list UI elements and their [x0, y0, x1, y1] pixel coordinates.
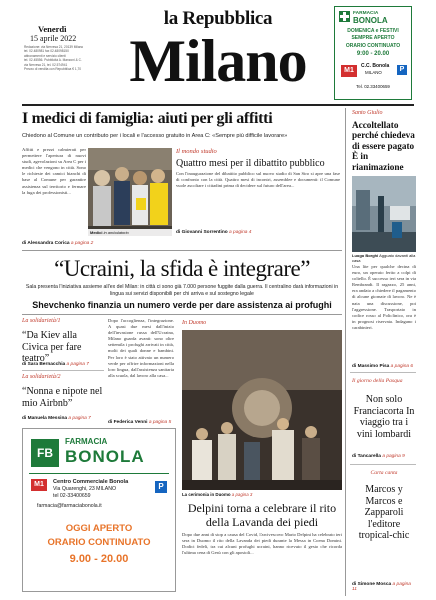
ukraine-second-headline[interactable]: Shevchenko finanzia un numero verde per dare assistenza ai profughi: [32, 300, 332, 310]
ad-hours: 9:00 - 20.00: [356, 51, 390, 57]
pharmacy-cross-icon: [339, 11, 350, 22]
bottom-ad-line-1: OGGI APERTO: [65, 523, 133, 534]
lead-photo-caption-author: Medici: [90, 230, 103, 235]
lead-byline: [22, 241, 122, 246]
small-print-line: Prezzo di vendita con Repubblica € 1,70: [24, 67, 82, 72]
date: 15 aprile 2022: [30, 34, 77, 43]
marcos-byline-page[interactable]: a pagina 11: [352, 582, 411, 592]
ukraine-headline[interactable]: “Ucraini, la sfida è integrare”: [54, 256, 310, 281]
ad-hours-panel: [29, 515, 169, 585]
lead-photo-caption: [88, 229, 172, 236]
small-print-line: abbonamenti e servizio clienti: [24, 53, 66, 58]
top-pharmacy-ad[interactable]: [334, 6, 412, 100]
lavanda-caption-place: La cerimonia in Duomo: [182, 492, 231, 497]
ad-line-1: DOMENICA e FESTIVI: [347, 28, 399, 34]
bottom-ad-center: Centro Commerciale Bonola: [53, 479, 129, 485]
bottom-parking-icon: P: [155, 481, 167, 493]
ad-line-2: SEMPRE APERTO: [351, 35, 395, 41]
lavanda-photo-caption: [182, 492, 342, 497]
bottom-ad-brand-prefix: FARMACIA: [65, 437, 108, 446]
small-print-line: tel. 02.45556. Pubblicità A. Manzoni & C.: [24, 58, 82, 63]
ukraine-byline-page[interactable]: a pagina 5: [148, 420, 172, 425]
parking-icon: P: [397, 65, 407, 75]
masthead: [0, 0, 436, 104]
ad-line-3: ORARIO CONTINUATO: [345, 43, 401, 49]
mondo-studio-byline-page[interactable]: a pagina 4: [229, 230, 252, 235]
santo-giulio-label: Santo Giulio: [352, 110, 383, 116]
lead-photo: [88, 148, 172, 236]
ukraine-byline-author: di Federica Venni: [108, 420, 148, 425]
bottom-ad-email[interactable]: farmacia@farmaciabonola.it: [37, 503, 102, 509]
right-divider-1: [350, 372, 416, 373]
solidarity-2-headline[interactable]: “Nonna e nipote nel mio Airbnb”: [22, 386, 103, 409]
bottom-metro-badge: M1: [31, 479, 47, 491]
ukraine-bottom-rule: [22, 314, 342, 315]
lead-subhead: Chiedono al Comune un contributo per i locali e l'accesso gratuito in Area C: «Sempre più difficile lavorare»: [22, 133, 288, 139]
lavanda-headline[interactable]: Delpini torna a celebrare il rito della Lavanda dei piedi: [187, 501, 337, 529]
mondo-studio-byline-author: di Giovanni Sorrentino: [176, 230, 228, 235]
ad-divider: [29, 473, 169, 474]
brand-logo: la Repubblica: [163, 8, 273, 29]
small-print-line: tel. 02.480981 fax 02.48098150: [24, 49, 69, 54]
santo-giulio-photo-caption: [352, 253, 416, 263]
ad-brand: BONOLA: [353, 16, 388, 25]
lead-bottom-rule: [22, 250, 342, 251]
ad-logo-block: [31, 437, 169, 469]
edition-title: Milano: [129, 28, 307, 94]
masthead-small-print: [24, 45, 108, 71]
ukraine-body: Dopo l'accoglienza, l'integrazione. A quasi due mesi dall'inizio dell'invasione russa dell'Ucraina, Milano guarda avanti: sono oltre settemila i profughi arrivati in città, molti dei quali donne e bambini. Per loro è stato attivato un numero verde per offrire informazioni nella loro lingua, dall'assistenza sanitaria alla scuola, dal lavoro alla casa...: [108, 318, 174, 378]
ad-city: MILANO: [365, 70, 382, 75]
date-day: Venerdì: [38, 24, 67, 34]
franciacorta-headline[interactable]: Non solo Franciacorta In viaggio tra i vini lombardi: [353, 394, 415, 440]
santo-giulio-caption-place: Luogo Borghi: [352, 253, 379, 258]
pasqua-label: Il giorno della Pasqua: [352, 378, 403, 384]
santo-giulio-body: Una lite per qualche decina di euro, un operaio ferito a colpi di coltello. È successo ieri sera in via Rembrandt. Il ragazzo, 25 anni, era andato a chiedere il pagamento di alcune giornate di lavoro. Ne è nata una discussione, poi l'aggressione. Trasportato in codice rosso al Policlinico, ora è in prognosi riservata. Indagano i carabinieri.: [352, 264, 416, 330]
ad-brand-prefix: FARMACIA: [353, 11, 379, 16]
solidarity-2-byline-author: di Manuela Messina: [22, 416, 68, 421]
marcos-byline-author: di Simone Mosca: [352, 582, 392, 587]
santo-giulio-photo: [352, 176, 416, 252]
small-print-line: via Nervesa 21, tel. 02.574941: [24, 62, 68, 67]
metro-badge: M1: [341, 65, 357, 77]
santo-giulio-caption-text: Agguato davanti alla casa: [352, 253, 416, 263]
lead-body: Affitti e prezzi calmierati per permettere l'apertura di nuovi studi, agevolazioni su Area C per i medici che vengono in città. Sono le richieste dei camici bianchi di base al Comune per garantire assistenza sul territorio e fermare la fuga dei professionisti...: [22, 147, 86, 195]
ukraine-byline: [108, 420, 178, 425]
solidarity-2-byline-page[interactable]: a pagina 7: [68, 416, 91, 421]
bottom-ad-brand: BONOLA: [65, 447, 145, 466]
lavanda-caption-page[interactable]: a pagina 3: [231, 492, 253, 497]
mondo-studio-byline: [176, 230, 340, 235]
santo-giulio-headline[interactable]: Accoltellato perché chiedeva di essere pagato È in rianimazione: [352, 120, 415, 172]
lavanda-body: Dopo due anni di stop a causa del Covid, l'arcivescovo Mario Delpini ha celebrato ieri sera in Duomo il rito della Lavanda dei piedi durante la Messa in Coena Domini. Dodici fedeli, tra cui alcuni profughi ucraini, hanno ricevuto il gesto che ricorda l'ultima cena di Gesù con gli apostoli...: [182, 532, 342, 556]
solidarity-1-headline[interactable]: “Da Kiev alla Civica per fare teatro”: [22, 330, 82, 364]
mondo-studio-label: Il mondo studio: [176, 148, 217, 155]
masthead-rule: [22, 104, 414, 106]
solidarity-1-label: La solidarietà/1: [22, 318, 61, 324]
small-print-line: Redazione: via Nervesa 21, 20139 Milano: [24, 45, 84, 49]
solidarity-1-byline-author: di Sara Bernacchia: [22, 362, 66, 367]
bottom-ad-phone: tel 02-33400659: [53, 493, 91, 499]
mondo-studio-body: Con l'inaugurazione del dibattito pubblico sul nuovo stadio di San Siro si apre una fase di confronto con la città. Quattro mesi di incontri, assemblee e documenti: il Comune vuole ascoltare i cittadini prima di decidere sul futuro dell'area...: [176, 171, 340, 189]
ukraine-subhead: Sala presenta l'iniziativa assieme all'ex del Milan: in città ci sono già 7.000 persone fuggite dalla guerra. Il centralino darà informazioni in lingua sui servizi disponibili per chi arriva e sul sostegno legale: [25, 284, 339, 297]
santo-giulio-byline-page[interactable]: a pagina 6: [390, 364, 414, 369]
mondo-studio-headline[interactable]: Quattro mesi per il dibattito pubblico: [176, 158, 325, 169]
lead-byline-page[interactable]: a pagina 2: [70, 241, 94, 246]
bottom-pharmacy-ad[interactable]: [22, 428, 176, 592]
marcos-byline: [352, 582, 416, 592]
franciacorta-byline: [352, 454, 416, 459]
bottom-ad-line-2: ORARIO CONTINUATO: [47, 537, 151, 548]
santo-giulio-byline: [352, 364, 416, 369]
ad-place: C.C. Bonola: [361, 63, 390, 69]
franciacorta-byline-author: di Tancarella: [352, 454, 381, 459]
fb-logo-icon: FB: [31, 439, 59, 467]
solidarity-1-byline: [22, 362, 104, 367]
lead-byline-author: di Alessandra Corica: [22, 241, 70, 246]
bottom-ad-hours: 9.00 - 20.00: [69, 553, 129, 565]
solidarity-1-byline-page[interactable]: a pagina 7: [66, 362, 89, 367]
marcos-headline[interactable]: Marcos y Marcos e Zapparoli l'editore tropical-chic: [358, 484, 410, 541]
lavanda-photo: [182, 330, 342, 490]
franciacorta-byline-page[interactable]: a pagina 9: [382, 454, 405, 459]
lavanda-label: In Duomo: [182, 320, 207, 326]
bottom-ad-address: Via Quarenghi, 23 MILANO: [53, 486, 117, 492]
santo-giulio-byline-author: di Massimo Pisa: [352, 364, 390, 369]
ad-phone: Tel. 02.33400659: [356, 84, 390, 89]
column-divider: [345, 108, 346, 596]
lead-headline[interactable]: I medici di famiglia: aiuti per gli affitti: [22, 110, 273, 127]
solidarity-2-byline: [22, 416, 104, 421]
lead-photo-caption-text: in ambulatorio: [103, 230, 129, 235]
right-divider-2: [350, 464, 416, 465]
solidarity-2-label: La solidarietà/2: [22, 374, 61, 380]
left-divider: [22, 370, 104, 371]
carta-label: Carta canta: [370, 470, 398, 476]
